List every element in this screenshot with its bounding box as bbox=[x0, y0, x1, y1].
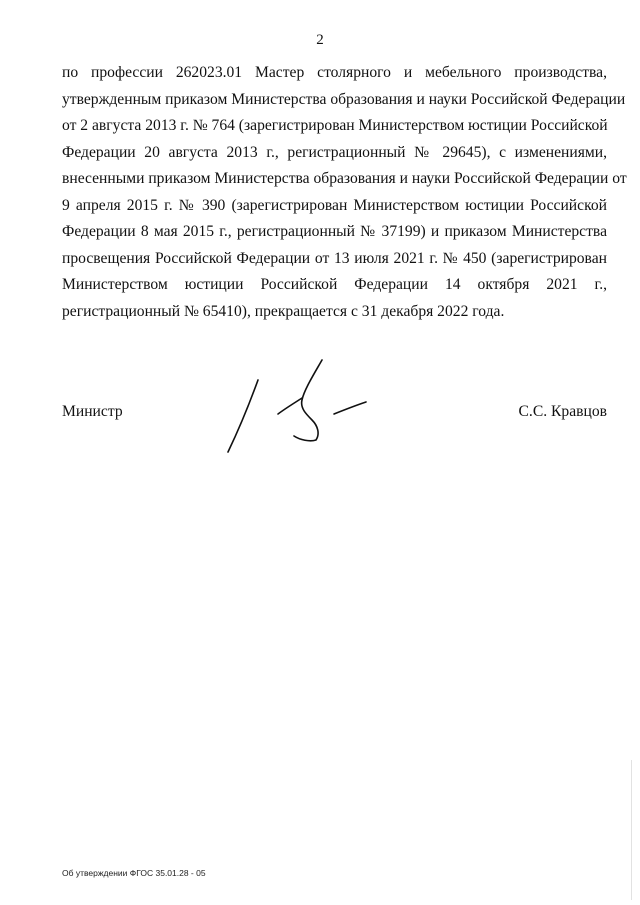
body-line: Федерации 8 мая 2015 г., регистрационный № 37199) и приказом Министерства bbox=[62, 223, 607, 240]
scan-edge-mark bbox=[631, 760, 632, 900]
signature-stroke bbox=[334, 402, 366, 414]
body-line: 9 апреля 2015 г. № 390 (зарегистрирован Министерством юстиции Российской bbox=[62, 196, 607, 214]
document-footer: Об утверждении ФГОС 35.01.28 - 05 bbox=[62, 868, 206, 878]
body-line: утвержденным приказом Министерства образования и науки Российской Федерации bbox=[62, 90, 626, 108]
body-line: Министерством юстиции Российской Федерации 14 октября 2021 г., bbox=[62, 276, 607, 293]
body-line: просвещения Российской Федерации от 13 июля 2021 г. № 450 (зарегистрирован bbox=[62, 249, 607, 267]
page-number: 2 bbox=[316, 32, 324, 48]
body-paragraph bbox=[62, 60, 627, 325]
handwritten-signature bbox=[218, 352, 378, 457]
body-line: регистрационный № 65410), прекращается с 31 декабря 2022 года. bbox=[62, 302, 505, 320]
body-line: от 2 августа 2013 г. № 764 (зарегистрирован Министерством юстиции Российской bbox=[62, 117, 608, 134]
body-line: внесенными приказом Министерства образования и науки Российской Федерации от bbox=[62, 170, 627, 187]
body-line: Федерации 20 августа 2013 г., регистрационный № 29645), с изменениями, bbox=[62, 143, 607, 161]
body-line: по профессии 262023.01 Мастер столярного и мебельного производства, bbox=[62, 64, 607, 81]
signatory-name: С.С. Кравцов bbox=[518, 403, 607, 420]
signature-stroke bbox=[228, 380, 258, 452]
signature-stroke bbox=[278, 398, 302, 414]
signatory-title: Министр bbox=[62, 403, 123, 420]
